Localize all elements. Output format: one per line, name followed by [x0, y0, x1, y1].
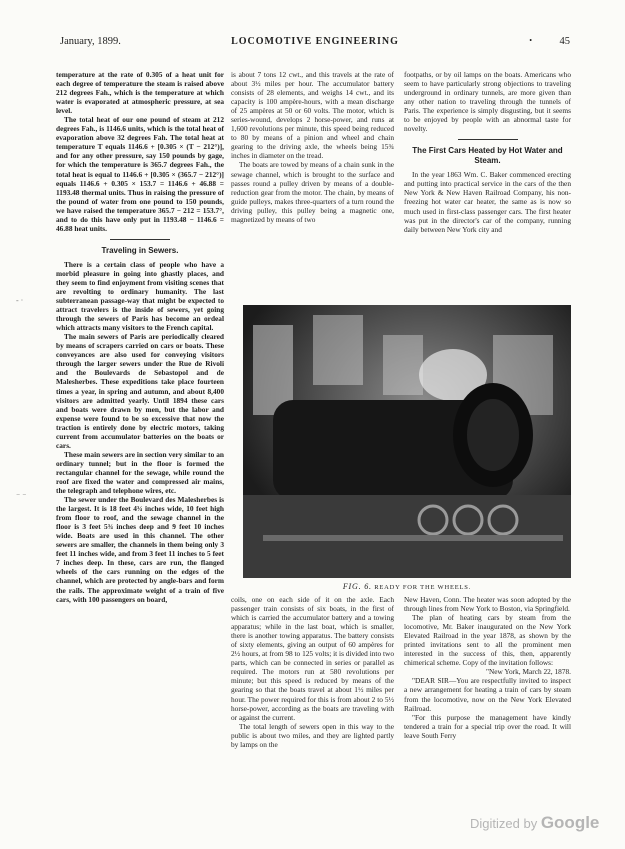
column-3-top — [404, 70, 571, 234]
paragraph: The plan of heating cars by steam from the locomotive, Mr. Baker inaugurated on the New York Elevated Railroad in the year 1878, as shown by the printed invitations sent to all the prominent men interested in the success of this, then, apparently chimerical scheme. Copy of the invitation follows: — [404, 613, 571, 668]
column-1 — [56, 70, 224, 604]
paragraph: The main sewers of Paris are periodically cleared by means of scrapers carried on cars or boats. These conveyances are also used for conveying visitors through the larger sewers under the Rue de Rivoli and the Boulevards de Sebastopol and de Malesherbes. These expeditions take place fourteen times a year, in spring and autumn, and about 8,400 visitors are admitted yearly. Until 1894 these cars and boats were drawn by men, but the labor and expense were found to be so excessive that now the traction is entirely done by electric motors, taking current from accumulator batteries on the boats or cars. — [56, 332, 224, 450]
letter-date: "New York, March 22, 1878. — [486, 667, 571, 677]
section-heading-sewers: Traveling in Sewers. — [101, 245, 179, 255]
paragraph: The sewer under the Boulevard des Malesherbes is the largest. It is 18 feet 4¾ inches wide, 10 feet high from floor to roof, and the sewage channel in the floor is 3 feet 5¾ inches deep and 9 feet 10 inches wide. Boats are used in this channel. The other sewers are smaller, the channels in them being only 3 feet 11 inches wide, and from 3 feet 11 inches to 5 feet 7 inches deep. In these, cars are run, the flanged wheels of the cars running on the edges of the channel, which are protected by angle-bars and form the rails. The approximate weight of a train of five cars, with 100 passengers on board, — [56, 495, 224, 604]
issue-date: January, 1899. — [60, 36, 121, 47]
paragraph: The total length of sewers open in this way to the public is about two miles, and they are lighted partly by lamps on the — [231, 721, 394, 749]
watermark-prefix: Digitized by — [470, 816, 538, 831]
paragraph: "DEAR SIR—You are respectfully invited to inspect a new arrangement for heating a train of cars by steam from the locomotive, now on the New York Elevated Railroad. — [404, 676, 571, 713]
photo-illustration — [243, 305, 571, 578]
column-3-bottom — [404, 595, 571, 740]
paragraph: is about 7 tons 12 cwt., and this travels at the rate of about 3½ miles per hour. The accumulator battery consists of 28 elements, and weighs 14 cwt., and its capacity is 100 ampère-hours, with a mean discharge of 25 ampères at 50 or 60 volts. The motor, which is series-wound, develops 2 horse-power, and runs at 1,600 revolutions per minute, this speed being reduced to 80 by means of a pinion and wheel and chain gearing to the driving axle, the wheels being 15¾ inches in diameter on the tread. — [231, 70, 394, 161]
paragraph: The boats are towed by means of a chain sunk in the sewage channel, which is brought to the surface and passes round a pulley driven by means of a double-reduction gear from the motor. The chain, by means of guide pulleys, makes three-quarters of a turn round the driving pulley, this pulley being a magnetic one, magnetized by means of two — [231, 160, 394, 224]
column-2-bottom — [231, 595, 394, 749]
paragraph: In the year 1863 Wm. C. Baker commenced erecting and putting into practical service in the cars of the then New York & New Haven Railroad Company, his non-freezing hot water car heater, the same as is now so much used in first-class passenger cars. The first heater was put in the director's car of the company, running daily between New York city and — [404, 170, 571, 234]
paragraph: temperature at the rate of 0.305 of a heat unit for each degree of temperature the steam is raised above 212 degrees Fah., which is the temperature at which water is evaporated at atmospheric pressure, at sea level. — [56, 70, 224, 116]
margin-mark: - · — [16, 296, 24, 305]
paragraph: The total heat of our one pound of steam at 212 degrees Fah., is 1146.6 units, which is the total heat of evaporation above 32 degrees Fah. The total heat at temperature T equals 1146.6 + [0.305 × (T − 212°)], and for any other pressure, say 150 pounds by gage, for which the temperature is 365.7 degrees Fah., the total heat is equal to 1146.6 + [0.305 × (365.7 − 212°)] equals 1146.6 + 0.305 × 153.7 = 1146.6 + 46.88 = 1193.48 thermal units. Thus in raising the pressure of the pound of water from one pound to 150 pounds, we have raised the temperature 365.7 − 212 = 153.7°, and to do this have only put in 1193.48 − 1146.6 = 46.88 heat units. — [56, 115, 224, 233]
locomotive-photograph — [243, 305, 571, 578]
column-2-top — [231, 70, 394, 224]
digitized-watermark — [470, 813, 599, 833]
header-dot: • — [529, 36, 532, 45]
paragraph: coils, one on each side of it on the axle. Each passenger train consists of six boats, in the first of which is carried the accumulator battery and a towing apparatus; while in the last boat, which is smaller, there is another towing apparatus. The battery consists of sixty elements, giving an output of 60 ampères for 2½ hours, at from 98 to 125 volts; it is divided into two parts, which can be connected in series or parallel as required. The motors run at 580 revolutions per minute; but this speed is reduced by means of the gearing so that the boats travel at about 1½ miles per hour. The power required for this is from about 2 to 5½ horse-power, according as the boats are traveling with or against the current. — [231, 595, 394, 722]
paragraph: There is a certain class of people who have a morbid pleasure in going into ghastly places, and they seem to find enjoyment from visiting scenes that are revolting to ordinary humanity. The last subterranean passage-way that might be expected to attract travelers is the inside of sewers, yet going through the sewers of Paris has become an ordeal which attracts many visitors to the French capital. — [56, 259, 224, 333]
figure-caption — [243, 582, 571, 591]
section-heading-heated-cars: The First Cars Heated by Hot Water and Steam. — [412, 146, 563, 166]
margin-mark: ⁻ ⁻ — [16, 492, 27, 501]
figure-caption-text: READY FOR THE WHEELS. — [374, 584, 472, 591]
running-header — [60, 36, 570, 50]
paragraph: "For this purpose the management have kindly tendered a train for a special trip over the road. It will leave South Ferry — [404, 712, 571, 740]
paragraph: These main sewers are in section very similar to an ordinary tunnel; but in the floor is formed the rectangular channel for the sewage, while round the roof are fixed the water and compressed air mains, the telegraph and telephone wires, etc. — [56, 449, 224, 496]
section-rule — [458, 139, 518, 140]
paragraph: New Haven, Conn. The heater was soon adopted by the through lines from New York to Boston, via Springfield. — [404, 595, 571, 614]
page-number: 45 — [559, 36, 570, 47]
journal-title: LOCOMOTIVE ENGINEERING — [231, 36, 399, 47]
paragraph: footpaths, or by oil lamps on the boats. Americans who seem to have particularly strong objections to traveling underground in ordinary tunnels, are more given than any other nation to traveling through the tunnels of Paris. The experience is simply disgusting, but it seems to be enjoyed by people with an abnormal taste for novelty. — [404, 70, 571, 134]
section-rule — [110, 239, 170, 240]
figure-number: FIG. 6. — [342, 582, 372, 591]
watermark-brand: Google — [540, 813, 600, 832]
